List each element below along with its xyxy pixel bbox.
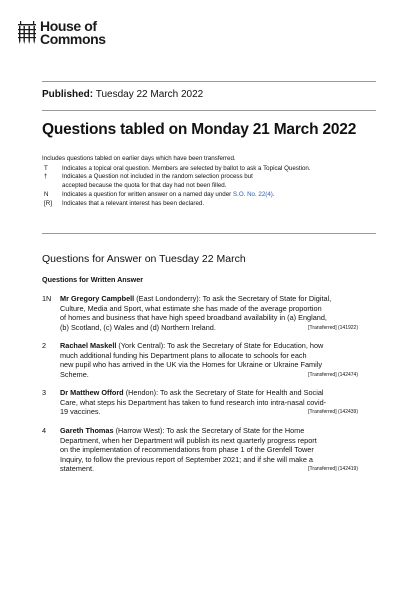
portcullis-icon bbox=[17, 21, 37, 45]
question-member: Dr Matthew Offord bbox=[60, 388, 124, 397]
question-line: Culture, Media and Sport, what estimate she has made of the average proportion bbox=[60, 303, 322, 313]
note-text: Indicates a topical oral question. Members are selected by ballot to ask a Topical Question. bbox=[62, 164, 311, 172]
note-symbol: [R] bbox=[44, 199, 52, 207]
published-date: Tuesday 22 March 2022 bbox=[95, 89, 204, 100]
question-line: much additional funding his Department plans to allocate to schools for each bbox=[60, 350, 307, 360]
question-body bbox=[60, 341, 358, 379]
note-text: accepted because the quota for that day had not been filled. bbox=[62, 182, 227, 190]
note-item bbox=[42, 191, 311, 200]
question-member: Rachael Maskell bbox=[60, 341, 117, 350]
logo-line-1: House of bbox=[40, 18, 97, 34]
question-line: on the implementation of recommendations from phase 1 of the Grenfell Tower bbox=[60, 445, 314, 455]
question-constituency: (Harrow West): bbox=[115, 426, 165, 435]
question-line: new pupil who has arrived in the UK via the Homes for Ukraine or Ukraine Family bbox=[60, 360, 322, 370]
question-number: 3 bbox=[42, 388, 47, 397]
published-line bbox=[42, 89, 203, 100]
question-number: 1N bbox=[42, 294, 52, 303]
question-line: Department, when her Department will publish its next quarterly progress report bbox=[60, 435, 317, 445]
note-item bbox=[42, 173, 311, 182]
question-line: To ask the Secretary of State for Digital, bbox=[202, 294, 332, 303]
note-item bbox=[42, 182, 311, 191]
question-item bbox=[42, 388, 358, 418]
note-text: Indicates a Question not included in the random selection process but bbox=[62, 173, 253, 181]
note-symbol bbox=[42, 182, 62, 191]
top-divider bbox=[42, 81, 376, 82]
note-text-end: . bbox=[272, 190, 275, 198]
question-line: (b) Scotland, (c) Wales and (d) Northern Ireland. bbox=[60, 322, 216, 332]
question-reference: [Transferred] (141922) bbox=[308, 324, 358, 331]
question-item bbox=[42, 426, 358, 475]
question-body bbox=[60, 294, 358, 332]
page-title: Questions tabled on Monday 21 March 2022 bbox=[42, 121, 357, 138]
note-symbol: T bbox=[44, 164, 48, 172]
note-symbol: † bbox=[44, 173, 48, 181]
question-line: Care, what steps his Department has taken to fund research into intra-nasal covid- bbox=[60, 397, 327, 407]
question-body bbox=[60, 426, 358, 474]
question-number: 4 bbox=[42, 426, 47, 435]
question-number: 2 bbox=[42, 341, 47, 350]
note-text: Indicates that a relevant interest has been declared. bbox=[62, 199, 205, 207]
section-heading: Questions for Answer on Tuesday 22 March bbox=[42, 253, 246, 265]
question-line: To ask the Secretary of State for the Home bbox=[166, 426, 305, 435]
question-member: Gareth Thomas bbox=[60, 426, 114, 435]
house-of-commons-logo bbox=[17, 20, 106, 46]
question-constituency: (York Central): bbox=[118, 341, 166, 350]
question-line: 19 vaccines. bbox=[60, 407, 101, 417]
logo-wordmark bbox=[40, 20, 106, 46]
notes-divider bbox=[42, 233, 376, 234]
question-reference: [Transferred] (142439) bbox=[308, 409, 358, 416]
question-line: To ask the Secretary of State for Education, how bbox=[167, 341, 324, 350]
question-reference: [Transferred] (142419) bbox=[308, 466, 358, 473]
note-item bbox=[42, 165, 311, 174]
question-constituency: (Hendon): bbox=[125, 388, 159, 397]
notes-block bbox=[42, 155, 311, 208]
question-member: Mr Gregory Campbell bbox=[60, 294, 135, 303]
note-text-main: Indicates a question for written answer on a named day under bbox=[62, 190, 232, 198]
note-item bbox=[42, 200, 311, 209]
question-item bbox=[42, 341, 358, 380]
published-label: Published: bbox=[42, 89, 94, 100]
question-line: To ask the Secretary of State for Health and Social bbox=[160, 388, 324, 397]
notes-intro: Includes questions tabled on earlier days which have been transferred. bbox=[42, 155, 236, 162]
question-line: of homes and business that have high speed broadband availability in (a) England, bbox=[60, 313, 327, 323]
question-constituency: (East Londonderry): bbox=[136, 294, 201, 303]
logo-line-2: Commons bbox=[40, 31, 106, 47]
question-line: statement. bbox=[60, 464, 95, 474]
question-line: Scheme. bbox=[60, 369, 89, 379]
note-text bbox=[62, 191, 275, 200]
subheading: Questions for Written Answer bbox=[42, 275, 144, 284]
question-line: Inquiry, to follow the previous report of September 2021; and if she will make a bbox=[60, 454, 313, 464]
question-reference: [Transferred] (142474) bbox=[308, 371, 358, 378]
standing-order-link[interactable]: S.O. No. 22(4) bbox=[232, 190, 273, 198]
question-body bbox=[60, 388, 358, 417]
note-symbol: N bbox=[44, 190, 49, 198]
question-item bbox=[42, 294, 358, 333]
published-divider bbox=[42, 110, 376, 111]
